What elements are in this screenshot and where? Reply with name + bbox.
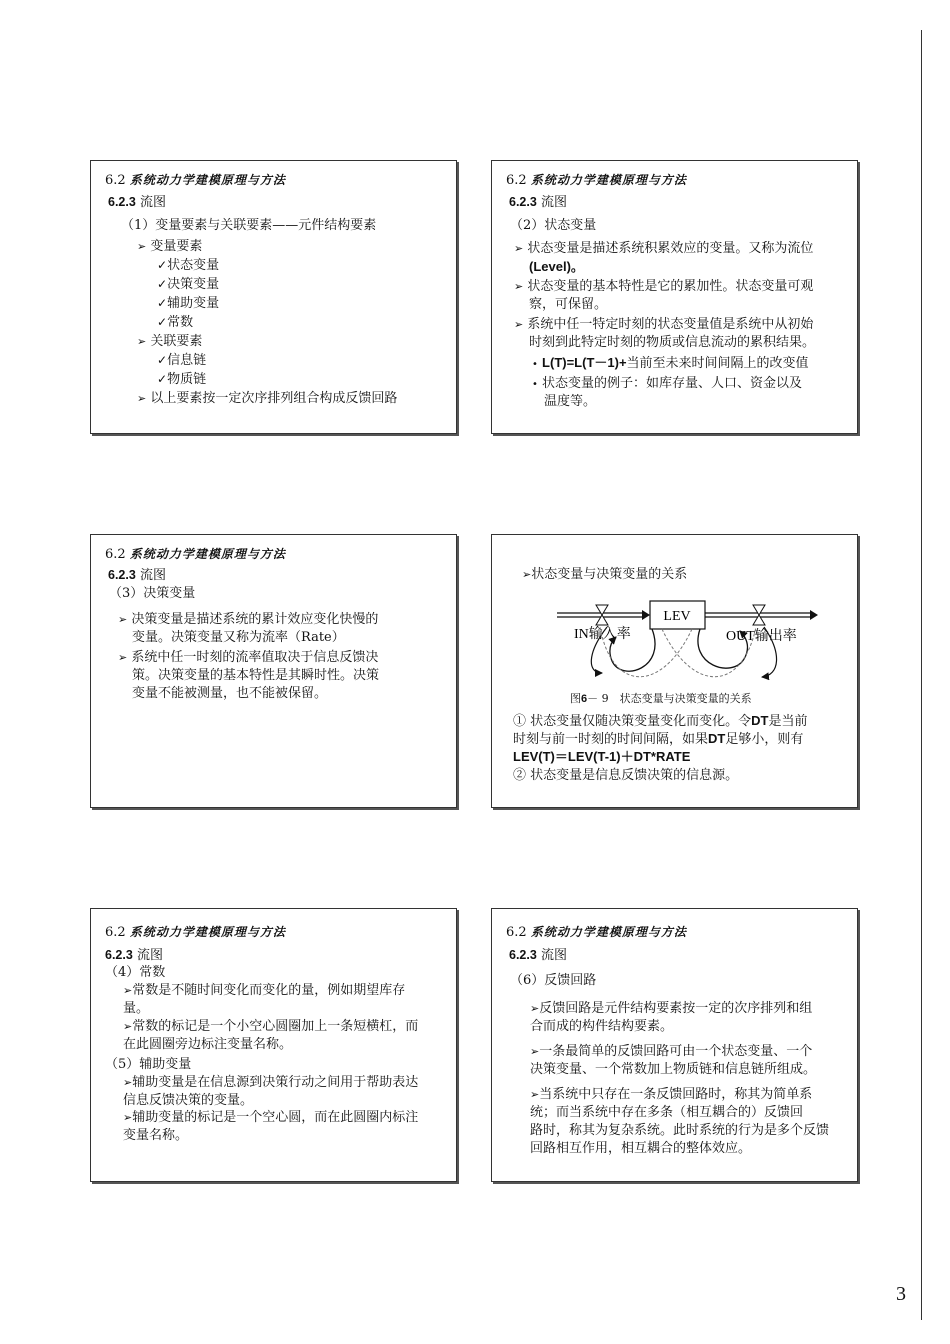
paragraph-line: 察，可保留。 xyxy=(529,297,608,312)
slide-4 xyxy=(491,534,858,808)
item-4-heading: （4）常数 xyxy=(105,965,166,980)
paragraph-line: 回路相互作用，相互耦合的整体效应。 xyxy=(530,1141,752,1156)
list-item: ✓辅助变量 xyxy=(157,296,220,311)
slide-6 xyxy=(491,908,858,1182)
level-label: LEV xyxy=(663,609,691,624)
slide-header: 6.2 系统动力学建模原理与方法 xyxy=(506,173,687,188)
paragraph-line: 统；而当系统中存在多条（相互耦合的）反馈回 xyxy=(530,1105,804,1120)
item-1-heading: （1）变量要素与关联要素——元件结构要素 xyxy=(121,218,377,233)
note-1-line: 时刻与前一时刻的时间间隔，如果DT足够小，则有 xyxy=(513,731,804,747)
slide-1 xyxy=(90,160,457,434)
check-icon: ✓ xyxy=(157,353,168,367)
arrow-bullet-icon: ➢ xyxy=(514,318,524,331)
page-right-rule xyxy=(921,30,922,1320)
list-item: ➢ 以上要素按一定次序排列组合构成反馈回路 xyxy=(137,391,398,406)
subsection-heading: 6.2.3 流图 xyxy=(509,195,567,210)
note-2-line: ② 状态变量是信息反馈决策的信息源。 xyxy=(513,768,739,783)
list-item: ✓决策变量 xyxy=(157,277,220,292)
slide-header: 6.2 系统动力学建模原理与方法 xyxy=(105,925,286,940)
paragraph-line: ➢当系统中只存在一条反馈回路时，称其为简单系 xyxy=(530,1087,813,1102)
outflow-label: OUT输出率 xyxy=(726,629,797,644)
paragraph-line: ➢ 决策变量是描述系统的累计效应变化快慢的 xyxy=(118,612,379,627)
arrow-bullet-icon: ➢ xyxy=(118,613,128,626)
check-icon: ✓ xyxy=(157,372,168,386)
paragraph-line: 量。 xyxy=(123,1001,150,1016)
arrow-bullet-icon: ➢ xyxy=(123,1111,133,1124)
note-1-line: ① 状态变量仅随决策变量变化而变化。令DT是当前 xyxy=(513,713,808,729)
list-item: ✓状态变量 xyxy=(157,258,220,273)
paragraph-line: 变量名称。 xyxy=(123,1128,189,1143)
slide-3 xyxy=(90,534,457,808)
slide-header: 6.2 系统动力学建模原理与方法 xyxy=(105,547,286,562)
arrow-bullet-icon: ➢ xyxy=(118,651,128,664)
paragraph-line: 变量不能被测量，也不能被保留。 xyxy=(132,686,328,701)
check-icon: ✓ xyxy=(157,315,168,329)
formula-line: • L(T)=L(T－1)+当前至未来时间间隔上的改变值 xyxy=(532,355,809,371)
arrow-bullet-icon: ➢ xyxy=(530,1002,540,1015)
paragraph-line: ➢辅助变量是在信息源到决策行动之间用于帮助表达 xyxy=(123,1075,419,1090)
paragraph-line: ➢辅助变量的标记是一个空心圆，而在此圆圈内标注 xyxy=(123,1110,419,1125)
paragraph-line: 合而成的构件结构要素。 xyxy=(530,1019,674,1034)
list-item: ➢ 关联要素 xyxy=(137,334,203,349)
slide-5 xyxy=(90,908,457,1182)
paragraph-line: • 状态变量的例子：如库存量、人口、资金以及 xyxy=(532,376,803,391)
paragraph-line: ➢ 系统中任一特定时刻的状态变量值是系统中从初始 xyxy=(514,317,814,332)
item-5-heading: （5）辅助变量 xyxy=(105,1057,192,1072)
outflow-valve-icon xyxy=(753,605,765,625)
arrow-bullet-icon: ➢ xyxy=(137,392,147,405)
check-icon: ✓ xyxy=(157,258,168,272)
list-item: ✓物质链 xyxy=(157,372,207,387)
dot-bullet-icon: • xyxy=(532,359,538,370)
note-1-formula: LEV(T)＝LEV(T-1)＋DT*RATE xyxy=(513,749,691,764)
figure-caption: 图6－ 9 状态变量与决策变量的关系 xyxy=(570,692,752,705)
paragraph-line: 在此圆圈旁边标注变量名称。 xyxy=(123,1037,293,1052)
item-3-heading: （3）决策变量 xyxy=(109,586,196,601)
arrow-bullet-icon: ➢ xyxy=(137,335,147,348)
subsection-heading: 6.2.3 流图 xyxy=(108,195,166,210)
paragraph-line: 时刻到此特定时刻的物质或信息流动的累积结果。 xyxy=(529,335,816,350)
paragraph-line: ➢ 状态变量的基本特性是它的累加性。状态变量可观 xyxy=(514,279,814,294)
paragraph-line: ➢常数是不随时间变化而变化的量，例如期望库存 xyxy=(123,983,406,998)
subsection-heading: 6.2.3 流图 xyxy=(509,948,567,963)
dot-bullet-icon: • xyxy=(532,379,538,390)
paragraph-line: ➢常数的标记是一个小空心圆圈加上一条短横杠，而 xyxy=(123,1019,419,1034)
paragraph-line: ➢一条最简单的反馈回路可由一个状态变量、一个 xyxy=(530,1044,813,1059)
subsection-heading: 6.2.3 流图 xyxy=(105,948,163,963)
list-item: ✓信息链 xyxy=(157,353,207,368)
arrow-bullet-icon: ➢ xyxy=(123,1076,133,1089)
arrow-bullet-icon: ➢ xyxy=(514,242,524,255)
list-item: ➢ 变量要素 xyxy=(137,239,203,254)
slide-2 xyxy=(491,160,858,434)
arrow-bullet-icon: ➢ xyxy=(522,568,532,581)
paragraph-line: (Level)。 xyxy=(529,259,584,274)
slide-header: 6.2 系统动力学建模原理与方法 xyxy=(506,925,687,940)
paragraph-line: 路时，称其为复杂系统。此时系统的行为是多个反馈 xyxy=(530,1123,830,1138)
paragraph-line: ➢ 状态变量是描述系统积累效应的变量。又称为流位 xyxy=(514,241,814,256)
paragraph-line: 信息反馈决策的变量。 xyxy=(123,1093,254,1108)
paragraph-line: ➢反馈回路是元件结构要素按一定的次序排列和组 xyxy=(530,1001,813,1016)
arrow-bullet-icon: ➢ xyxy=(530,1088,540,1101)
check-icon: ✓ xyxy=(157,296,168,310)
slide-title: ➢状态变量与决策变量的关系 xyxy=(522,567,688,582)
page-number: 3 xyxy=(896,1283,906,1305)
paragraph-line: 温度等。 xyxy=(544,394,597,409)
arrow-bullet-icon: ➢ xyxy=(514,280,524,293)
inflow-label: IN输入率 xyxy=(574,627,631,642)
slide-header: 6.2 系统动力学建模原理与方法 xyxy=(105,173,286,188)
paragraph-line: 策。决策变量的基本特性是其瞬时性。决策 xyxy=(132,668,380,683)
inflow-valve-icon xyxy=(596,605,608,625)
paragraph-line: 变量。决策变量又称为流率（Rate） xyxy=(132,630,345,645)
arrow-bullet-icon: ➢ xyxy=(137,240,147,253)
arrow-bullet-icon: ➢ xyxy=(530,1045,540,1058)
paragraph-line: 决策变量、一个常数加上物质链和信息链所组成。 xyxy=(530,1062,817,1077)
subsection-heading: 6.2.3 流图 xyxy=(108,568,166,583)
list-item: ✓常数 xyxy=(157,315,194,330)
item-6-heading: （6）反馈回路 xyxy=(510,973,597,988)
paragraph-line: ➢ 系统中任一时刻的流率值取决于信息反馈决 xyxy=(118,650,379,665)
check-icon: ✓ xyxy=(157,277,168,291)
arrow-bullet-icon: ➢ xyxy=(123,984,133,997)
arrow-bullet-icon: ➢ xyxy=(123,1020,133,1033)
item-2-heading: （2）状态变量 xyxy=(510,218,597,233)
